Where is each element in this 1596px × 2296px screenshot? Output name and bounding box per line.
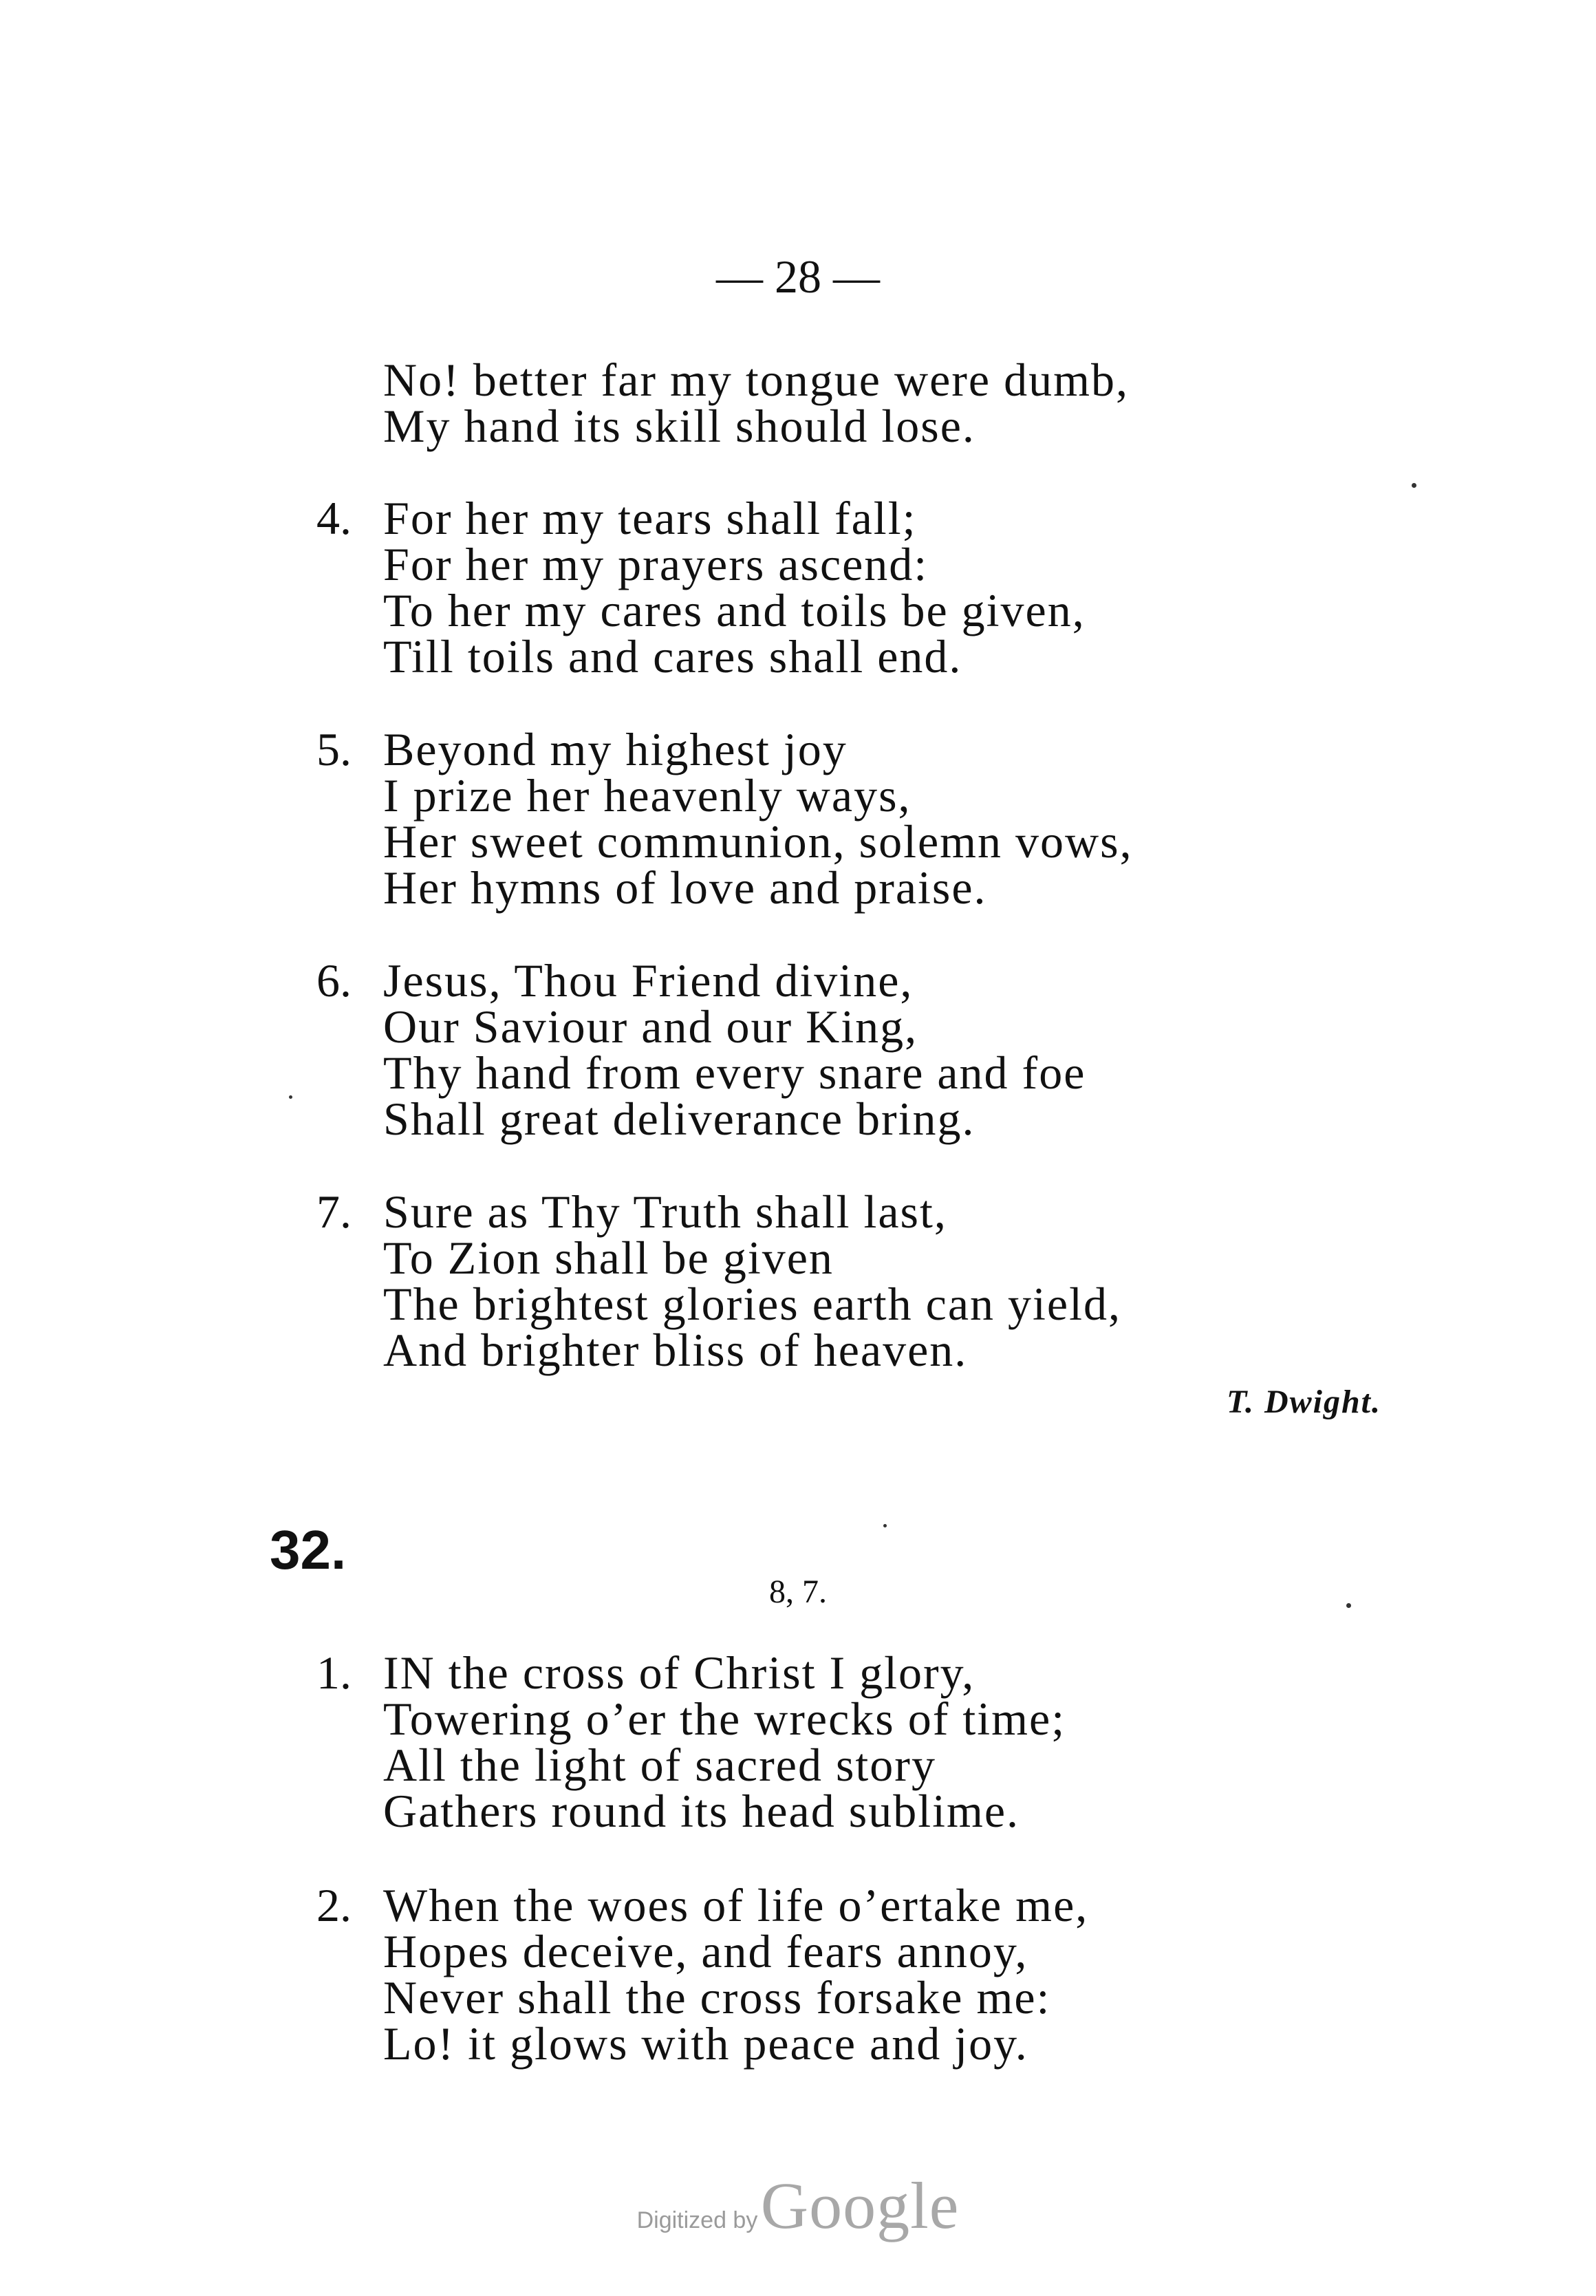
poem-line: Lo! it glows with peace and joy.: [383, 2017, 1028, 2070]
meter-label: 8, 7.: [769, 1574, 827, 1610]
poem-line: Jesus, Thou Friend divine,: [383, 954, 914, 1007]
digitized-watermark: [0, 2167, 1596, 2244]
hymn-number: 32.: [270, 1519, 347, 1580]
poem-line: Our Saviour and our King,: [383, 1000, 918, 1053]
scan-speck: [1346, 1603, 1351, 1608]
stanza-number: 6.: [316, 954, 352, 1007]
poem-line: Hopes deceive, and fears annoy,: [383, 1925, 1028, 1977]
poem-line: Her hymns of love and praise.: [383, 861, 987, 914]
scan-speck: [289, 1095, 292, 1099]
scan-speck: [1412, 483, 1416, 488]
poem-line: IN the cross of Christ I glory,: [383, 1646, 975, 1699]
poem-line: My hand its skill should lose.: [383, 400, 975, 452]
poem-line: All the light of sacred story: [383, 1739, 936, 1791]
poem-line: The brightest glories earth can yield,: [383, 1278, 1121, 1330]
scan-speck: [883, 1524, 887, 1527]
poem-line: No! better far my tongue were dumb,: [383, 354, 1129, 406]
stanza-number: 7.: [316, 1185, 352, 1238]
stanza-number: 5.: [316, 723, 352, 775]
digitized-by-label: Digitized by: [636, 2207, 758, 2233]
poem-line: To Zion shall be given: [383, 1232, 834, 1284]
poem-line: And brighter bliss of heaven.: [383, 1324, 968, 1376]
poem-line: Gathers round its head sublime.: [383, 1785, 1020, 1837]
google-logo: Google: [760, 2169, 960, 2242]
stanza-number: 2.: [316, 1879, 352, 1931]
poem-line: When the woes of life o’ertake me,: [383, 1879, 1089, 1931]
stanza-number: 4.: [316, 492, 352, 544]
poem-line: For her my tears shall fall;: [383, 492, 917, 544]
poem-line: Thy hand from every snare and foe: [383, 1047, 1086, 1099]
poem-line: Towering o’er the wrecks of time;: [383, 1693, 1066, 1745]
poem-line: Beyond my highest joy: [383, 723, 848, 775]
poem-line: Shall great deliverance bring.: [383, 1093, 975, 1145]
poem-line: Never shall the cross forsake me:: [383, 1971, 1051, 2024]
poem-line: To her my cares and toils be given,: [383, 584, 1086, 636]
poem-line: For her my prayers ascend:: [383, 538, 929, 590]
poem-line: I prize her heavenly ways,: [383, 769, 912, 822]
poem-line: Till toils and cares shall end.: [383, 630, 962, 683]
author-attribution: T. Dwight.: [1227, 1384, 1381, 1420]
page-number: — 28 —: [716, 250, 880, 303]
poem-line: Sure as Thy Truth shall last,: [383, 1185, 947, 1238]
stanza-number: 1.: [316, 1646, 352, 1699]
poem-line: Her sweet communion, solemn vows,: [383, 815, 1133, 868]
